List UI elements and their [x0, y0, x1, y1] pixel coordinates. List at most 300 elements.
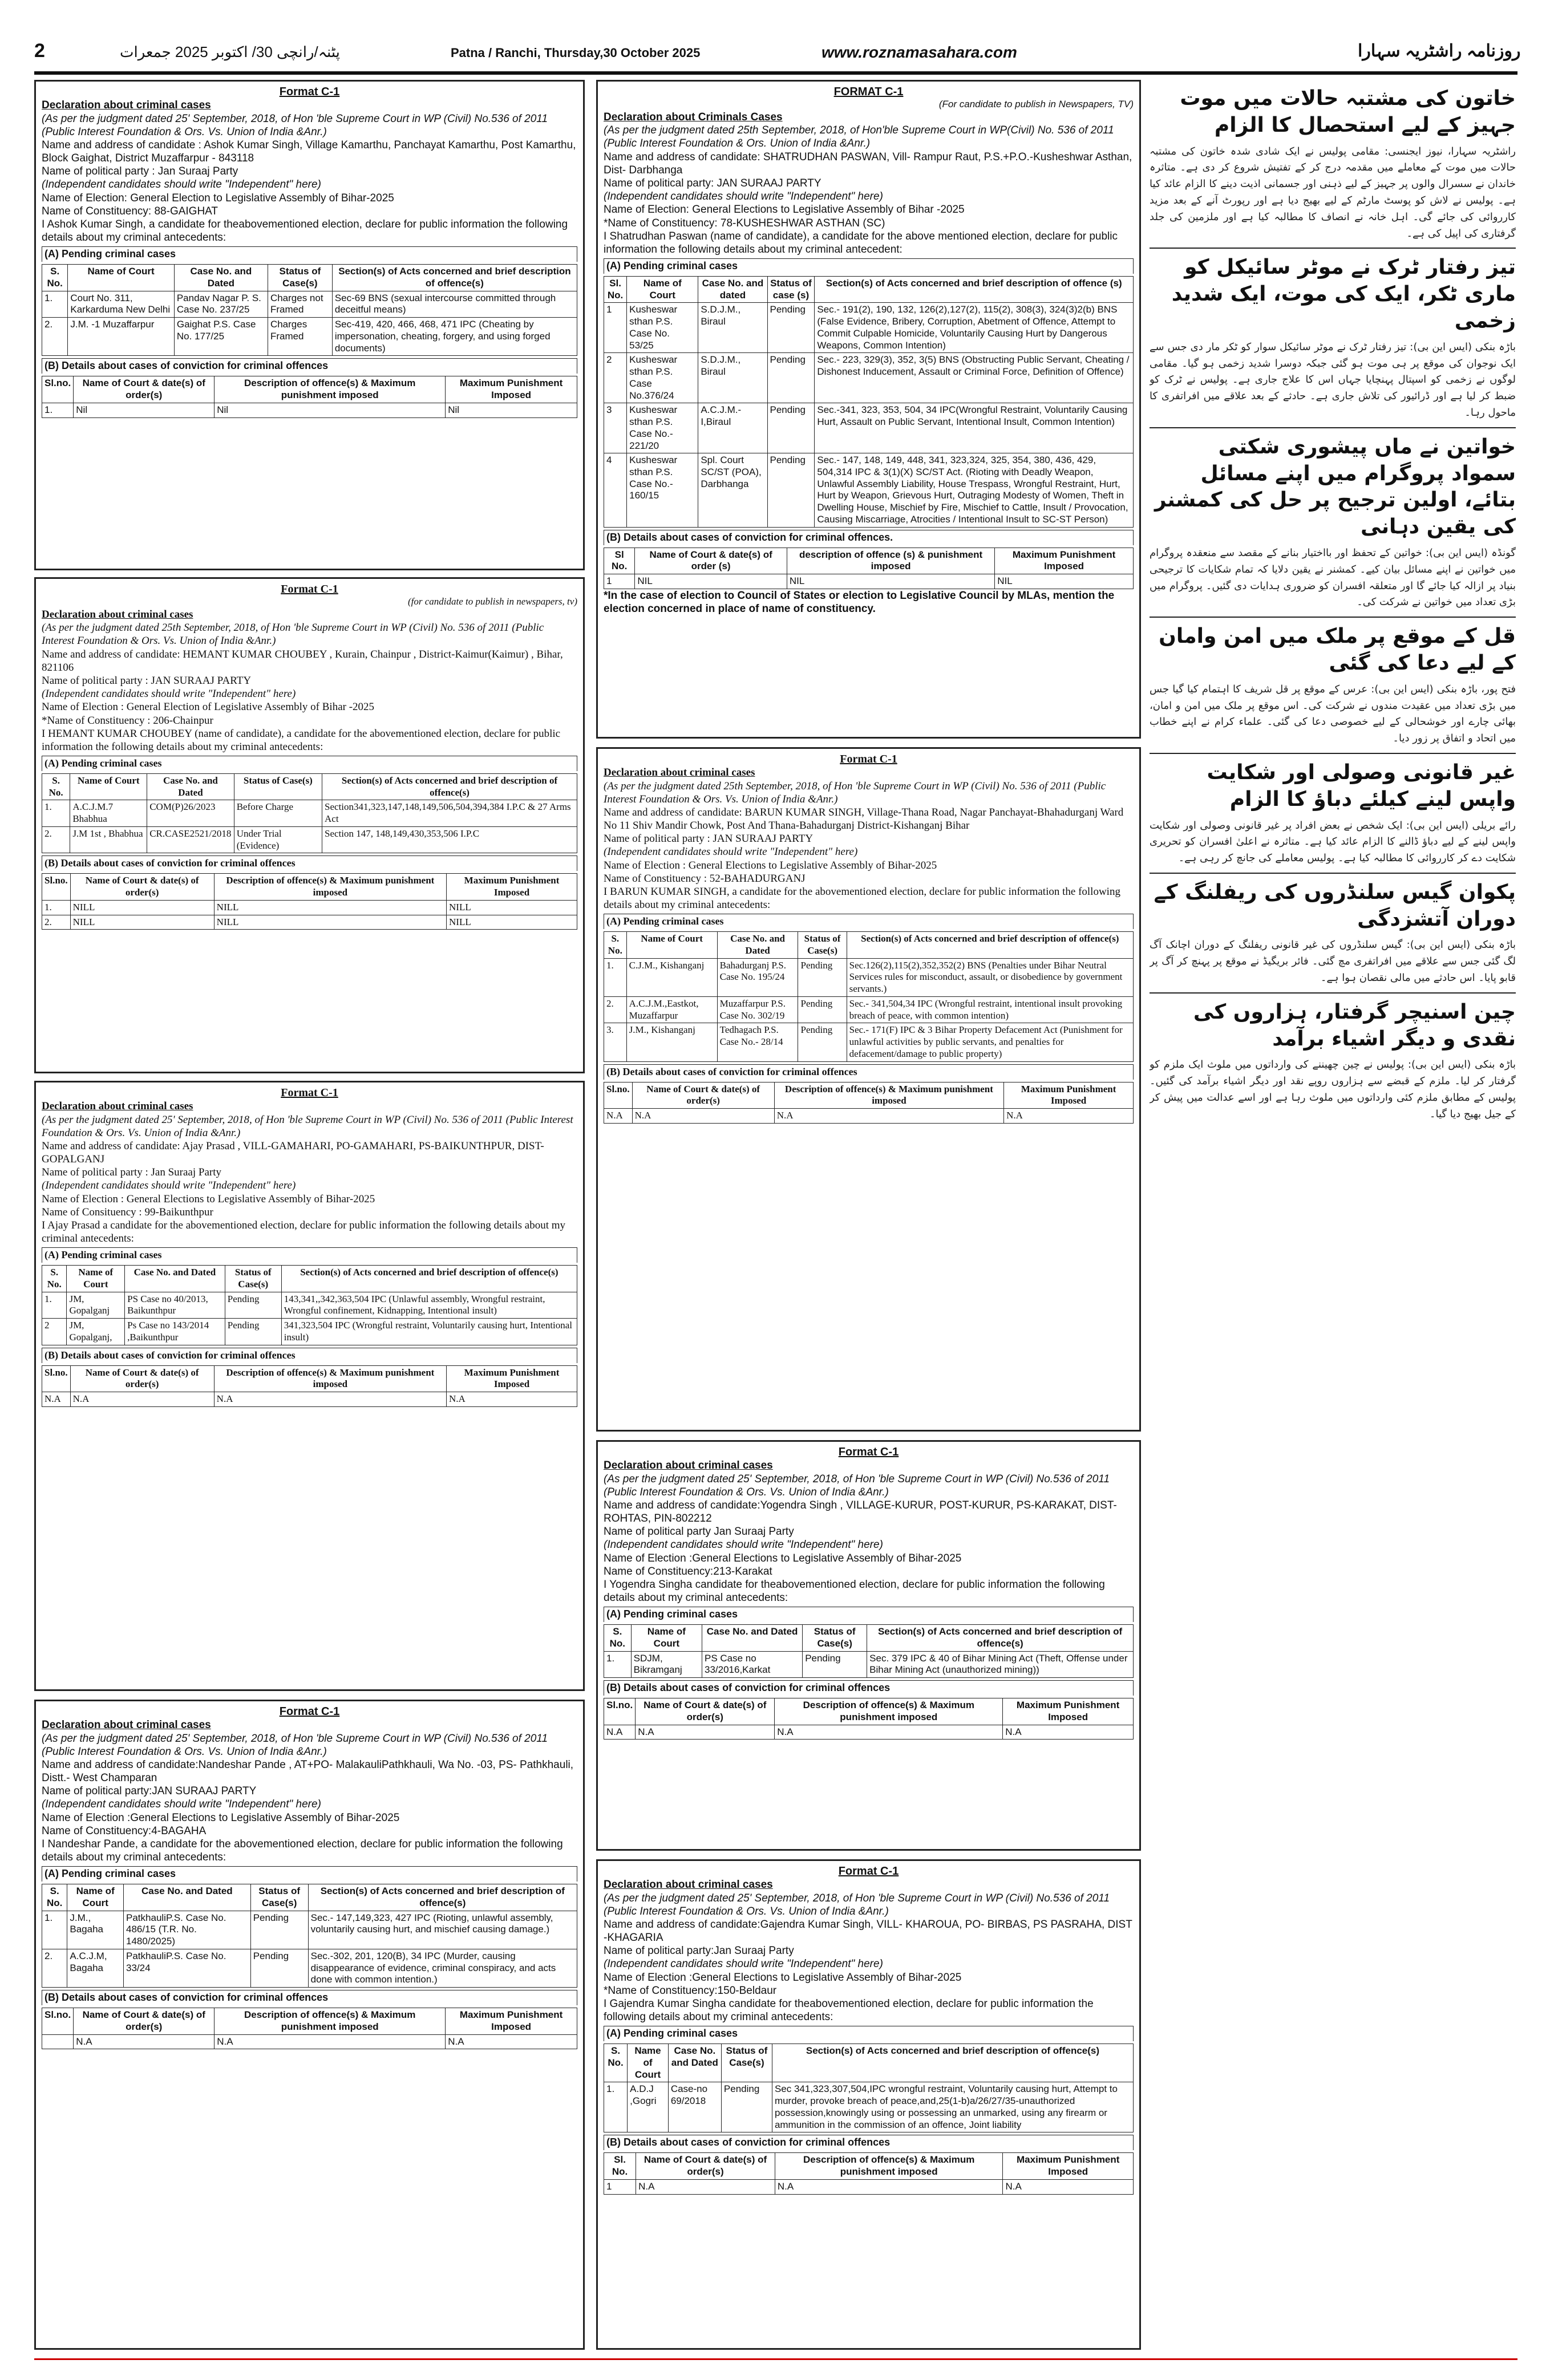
table-cell: N.A — [1003, 1725, 1134, 1740]
column-header: Sl.no. — [42, 874, 71, 900]
notice-ashok-kumar-singh — [34, 80, 585, 570]
table-cell: 1. — [42, 1911, 67, 1949]
table-cell: N.A — [774, 1109, 1003, 1124]
urdu-headline: خاتون کی مشتبہ حالات میں موت جہیز کے لیے استحصال کا الزام — [1180, 87, 1516, 137]
table-cell: Pending — [798, 1023, 847, 1061]
election-name: Name of Election : General Elections to Legislative Assembly of Bihar-2025 — [604, 859, 937, 871]
table-cell: N.A — [74, 2034, 215, 2049]
table-row — [604, 958, 1134, 996]
table-row — [604, 1023, 1134, 1061]
table-cell: Pending — [225, 1292, 281, 1318]
table-cell: NIL — [995, 574, 1134, 589]
table-cell: Spl. Court SC/ST (POA), Darbhanga — [698, 453, 767, 527]
independent-note: (Independent candidates should write "Independent" here) — [604, 1539, 883, 1551]
judgment-reference: (As per the judgment dated 25th September, 2018, of Hon'ble Supreme Court in WP(Civil) No. 536 of 2011 (Public Interest Foundation & Ors. Union of India &Anr.) — [604, 124, 1114, 150]
conviction-cases-title: (B) Details about cases of conviction for criminal offences — [42, 1348, 577, 1363]
column-header: Case No. and Dated — [147, 773, 234, 800]
table-cell: 3. — [604, 1023, 627, 1061]
table-cell: N.A — [447, 1392, 577, 1407]
table-cell: NIL — [635, 574, 787, 589]
table-cell: N.A — [636, 1725, 775, 1740]
table-header-row — [604, 276, 1134, 302]
constituency-name: *Name of Constituency : 206-Chainpur — [42, 714, 213, 727]
political-party: Name of political party : Jan Suraaj Party — [42, 165, 238, 178]
table-cell: N.A — [42, 1392, 71, 1407]
urdu-headline: قل کے موقع پر ملک میں امن وامان کے لیے دعا کی گئی — [1159, 625, 1516, 675]
table-cell: Sec. 379 IPC & 40 of Bihar Mining Act (Theft, Offense under Bihar Mining Act (unauthorized mining)) — [867, 1651, 1134, 1677]
urdu-article — [1150, 879, 1516, 987]
independent-note: (Independent candidates should write "Independent" here) — [42, 1179, 296, 1192]
table-row — [42, 403, 577, 417]
table-row — [604, 1725, 1134, 1740]
column-header: Sl. No. — [604, 2153, 636, 2179]
table-cell: NILL — [214, 900, 446, 915]
page-number: 2 — [34, 40, 45, 62]
table-cell: 4 — [604, 453, 627, 527]
column-header: Name of Court — [628, 2044, 669, 2082]
column-header: S. No. — [42, 1884, 67, 1911]
table-header-row — [604, 1698, 1134, 1725]
table-cell: NILL — [70, 900, 214, 915]
table-cell: PS Case no 40/2013, Baikunthpur — [125, 1292, 225, 1318]
notice-ajay-prasad — [34, 1081, 585, 1691]
table-cell: NILL — [214, 915, 446, 930]
article-divider — [1150, 427, 1516, 428]
criminal-cases-table — [42, 1365, 577, 1407]
table-cell: Before Charge — [234, 800, 322, 826]
column-header: Status of case (s) — [767, 276, 815, 302]
urdu-headline: خواتین نے ماں پیشوری شکتی سمواد پروگرام میں اپنے مسائل بتائے، اولین ترجیح پر حل کی کمشنر کی یقین دہانی — [1154, 435, 1516, 539]
table-cell: Court No. 311, Karkarduma New Delhi — [68, 291, 174, 317]
table-cell: 2. — [42, 826, 70, 853]
column-header: Section(s) of Acts concerned and brief description of offence(s) — [772, 2044, 1133, 2082]
criminal-cases-table — [42, 264, 577, 356]
table-cell: PS Case no 33/2016,Karkat — [702, 1651, 803, 1677]
table-cell: Sec.- 171(F) IPC & 3 Bihar Property Defacement Act (Punishment for unlawful activities by public servants, and penalties for defacement/damage to public property) — [847, 1023, 1133, 1061]
table-cell: Charges not Framed — [268, 291, 332, 317]
table-row — [604, 453, 1134, 527]
political-party: Name of political party : JAN SURAAJ PARTY — [604, 833, 814, 845]
format-subtitle: (for candidate to publish in newspapers, tv) — [407, 596, 577, 607]
declaration-heading: Declaration about criminal cases — [604, 1879, 773, 1891]
conviction-cases-title: (B) Details about cases of conviction for criminal offences. — [604, 530, 1134, 545]
table-cell: 2. — [42, 1949, 67, 1987]
table-cell: Kusheswar sthan P.S. Case No.- 160/15 — [627, 453, 698, 527]
table-header-row — [42, 1266, 577, 1292]
column-header: Sl.no. — [604, 1698, 636, 1725]
footnote: *In the case of election to Council of States or election to Legislative Council by MLAs, mention the election concerned in place of name of constituency. — [604, 589, 1115, 615]
criminal-cases-table — [604, 2152, 1134, 2194]
independent-note: (Independent candidates should write "Independent" here) — [42, 179, 321, 191]
table-cell: Pending — [803, 1651, 867, 1677]
table-cell: A.C.J.M.7 Bhabhua — [70, 800, 147, 826]
table-cell: Charges Framed — [268, 318, 332, 356]
pending-cases-title: (A) Pending criminal cases — [604, 1607, 1134, 1622]
conviction-cases-title: (B) Details about cases of conviction for criminal offences — [42, 1990, 577, 2005]
column-header: Sl. No. — [604, 276, 627, 302]
table-cell: Pending — [767, 353, 815, 403]
column-header: S. No. — [42, 773, 70, 800]
table-cell: J.M. -1 Muzaffarpur — [68, 318, 174, 356]
table-cell: Nil — [74, 403, 215, 417]
table-cell: 1. — [604, 2082, 628, 2132]
table-cell: Sec.- 147, 148, 149, 448, 341, 323,324, 325, 354, 380, 436, 429, 504,314 IPC & 3(1)(X) SC/ST Act. (Rioting with Deadly Weapon, Unlawful Assembly Liability, House Trespass, Wrongful Restraint, Hurt, Hurt by Weapon, Grievous Hurt, Outraging Modesty of Women, Theft in Dwelling House, Mischief by Fire, Mischief to Cattle, Insult / Provocation, Causing Miscarriage, Atrocities / Intentional Insult to SC-ST Person) — [815, 453, 1134, 527]
candidate-name-address: Name and address of candidate: SHATRUDHAN PASWAN, Vill- Rampur Raut, P.S.+P.O.-Kusheshwar Asthan, Dist- Darbhanga — [604, 151, 1132, 176]
urdu-body: فتح پور، باڑہ بنکی (ایس این بی): عرس کے موقع پر قل شریف کا اہتمام کیا گیا جس میں بڑی تعداد میں عقیدت مندوں نے شرکت کی۔ اس موقع پر ملک میں امن و امان، بھائی چارے اور خوشحالی کے لیے خصوصی دعا کی گئی۔ علماء کرام نے اپنے خطاب میں اتحاد و اتفاق پر زور دیا۔ — [1150, 683, 1516, 745]
candidate-name-address: Name and address of candidate: HEMANT KUMAR CHOUBEY , Kurain, Chainpur , District-Kaimur(Kaimur) , Bihar, 821106 — [42, 648, 563, 674]
table-row — [42, 826, 577, 853]
column-header: Description of offence(s) & Maximum punishment imposed — [215, 2008, 446, 2034]
constituency-name: Name of Constituency:213-Karakat — [604, 1565, 772, 1578]
table-cell: N.A — [1003, 2179, 1134, 2194]
judgment-reference: (As per the judgment dated 25' September, 2018, of Hon 'ble Supreme Court in WP (Civil) No. 536 of 2011 (Public Interest Foundation & Ors. Vs. Union of India &Anr.) — [42, 1113, 573, 1139]
table-cell: 1. — [604, 958, 627, 996]
article-divider — [1150, 873, 1516, 874]
table-row — [604, 996, 1134, 1023]
table-cell: Gaighat P.S. Case No. 177/25 — [174, 318, 268, 356]
judgment-reference: (As per the judgment dated 25th September, 2018, of Hon 'ble Supreme Court in WP (Civil) No. 536 of 2011 (Public Interest Foundation & Ors. Vs. Union of India &Anr.) — [604, 780, 1106, 805]
declaration-heading: Declaration about criminal cases — [42, 1100, 193, 1113]
table-cell: 1. — [42, 900, 71, 915]
conviction-cases-title: (B) Details about cases of conviction for criminal offences — [604, 1680, 1134, 1696]
table-header-row — [604, 1625, 1134, 1651]
column-header: Name of Court — [631, 1625, 702, 1651]
judgment-reference: (As per the judgment dated 25' September, 2018, of Hon 'ble Supreme Court in WP (Civil) No.536 of 2011 (Public Interest Foundation & Ors. Vs. Union of India &Anr.) — [42, 112, 548, 138]
table-cell: N.A — [604, 1725, 636, 1740]
urdu-headline: پکوان گیس سلنڈروں کی ریفلنگ کے دوران آتشزدگی — [1154, 880, 1516, 931]
table-cell: 143,341,,342,363,504 IPC (Unlawful assembly, Wrongful restraint, Wrongful confinement, Kidnapping, Intentional insult) — [281, 1292, 577, 1318]
column-header: Maximum Punishment Imposed — [447, 1365, 577, 1392]
candidate-name-address: Name and address of candidate: Ajay Prasad , VILL-GAMAHARI, PO-GAMAHARI, PS-BAIKUNTHPUR, DIST-GOPALGANJ — [42, 1140, 544, 1166]
column-header: Name of Court — [67, 1884, 124, 1911]
table-cell: Kusheswar sthan P.S. Case No.- 221/20 — [627, 403, 698, 453]
column-header: Maximum Punishment Imposed — [1003, 2153, 1134, 2179]
table-cell: Sec.- 147,149,323, 427 IPC (Rioting, unlawful assembly, voluntarily causing hurt, and mischief causing damage.) — [308, 1911, 577, 1949]
table-cell: 3 — [604, 403, 627, 453]
pending-cases-title: (A) Pending criminal cases — [604, 258, 1134, 274]
urdu-article — [1150, 254, 1516, 421]
column-header: Status of Case(s) — [268, 265, 332, 291]
criminal-cases-table — [42, 773, 577, 853]
format-title: Format C-1 — [281, 583, 338, 595]
column-header: Sl No. — [604, 548, 635, 574]
criminal-cases-table — [604, 1082, 1134, 1124]
table-cell: 1 — [604, 303, 627, 353]
table-cell: N.A — [604, 1109, 633, 1124]
table-cell: Pending — [250, 1911, 308, 1949]
table-row — [42, 318, 577, 356]
table-cell: SDJM, Bikramganj — [631, 1651, 702, 1677]
column-header: Name of Court & date(s) of order(s) — [636, 2153, 775, 2179]
table-cell: Tedhagach P.S. Case No.- 28/14 — [717, 1023, 798, 1061]
table-cell: 1 — [604, 2179, 636, 2194]
candidate-name-address: Name and address of candidate:Yogendra Singh , VILLAGE-KURUR, POST-KURUR, PS-KARAKAT, DIST-ROHTAS, PIN-802212 — [604, 1499, 1117, 1525]
column-header: Case No. and Dated — [125, 1266, 225, 1292]
political-party: Name of political party:JAN SURAAJ PARTY — [42, 1785, 257, 1798]
urdu-headline: تیز رفتار ٹرک نے موٹر سائیکل کو ماری ٹکر، ایک کی موت، ایک شدید زخمی — [1171, 256, 1516, 333]
conviction-cases-title: (B) Details about cases of conviction for criminal offences — [604, 2135, 1134, 2150]
table-cell: 2. — [604, 996, 627, 1023]
table-cell — [42, 2034, 74, 2049]
election-name: Name of Election :General Elections to Legislative Assembly of Bihar-2025 — [604, 1552, 962, 1564]
column-header: S. No. — [604, 2044, 628, 2082]
table-row — [604, 403, 1134, 453]
candidate-name-address: Name and address of candidate:Gajendra Kumar Singh, VILL- KHAROUA, PO- BIRBAS, PS PASRAHA, DIST -KHAGARIA — [604, 1918, 1132, 1944]
column-header: Name of Court — [70, 773, 147, 800]
criminal-cases-table — [604, 276, 1134, 528]
table-cell: Pending — [225, 1319, 281, 1345]
format-subtitle: (For candidate to publish in Newspapers, TV) — [938, 99, 1134, 110]
table-cell: Pending — [767, 403, 815, 453]
table-cell: Sec-419, 420, 466, 468, 471 IPC (Cheating by impersonation, cheating, forgery, and using forged documents) — [332, 318, 577, 356]
table-cell: Sec.- 191(2), 190, 132, 126(2),127(2), 115(2), 308(3), 324(3)2(b) BNS (False Evidence, Bribery, Corruption, Abetment of Offence, Attempt to Commit Culpable Homicide, Voluntarily Causing Hurt by Dangerous Weapons, Common Intention) — [815, 303, 1134, 353]
table-row — [604, 2179, 1134, 2194]
table-cell: NILL — [447, 900, 577, 915]
pending-cases-title: (A) Pending criminal cases — [42, 1247, 577, 1263]
table-header-row — [42, 376, 577, 403]
constituency-name: Name of Constituency : 52-BAHADURGANJ — [604, 872, 806, 885]
urdu-headline: چین اسنیچر گرفتار، ہزاروں کی نقدی و دیگر اشیاء برآمد — [1193, 1000, 1516, 1051]
table-cell: Section 147, 148,149,430,353,506 I.P.C — [322, 826, 577, 853]
format-title: Format C-1 — [838, 1446, 899, 1458]
table-cell: J.M 1st , Bhabhua — [70, 826, 147, 853]
criminal-cases-table — [42, 1265, 577, 1345]
table-cell: Sec 341,323,307,504,IPC wrongful restraint, Voluntarily causing hurt, Attempt to murder, provoke breach of peace,and,25(1-b)a/26/27/35-unauthorized possession,knowingly using or possessing an unmarked, using any firearm or ammunition in the commission of an offence, Joint liability — [772, 2082, 1133, 2132]
candidate-name-address: Name and address of candidate:Nandeshar Pande , AT+PO- MalakauliPathkhauli, Wa No. -03, PS- Pathkhauli, Distt.- West Champaran — [42, 1758, 574, 1785]
column-header: Maximum Punishment Imposed — [995, 548, 1134, 574]
criminal-cases-table — [604, 2044, 1134, 2132]
urdu-body: باڑہ بنکی (ایس این بی): تیز رفتار ٹرک نے موٹر سائیکل سوار کو ٹکر مار دی جس سے ایک نوجوان کی موقع پر ہی موت ہو گئی جبکہ دوسرا شدید زخمی ہو گیا۔ مقامی لوگوں نے زخمی کو اسپتال پہنچایا جہاں اس کا علاج جاری ہے۔ پولیس نے ٹرک کو ضبط کر لیا ہے اور ڈرائیور کی تلاش جاری ہے۔ حادثے کے بعد علاقے میں افراتفری کا ماحول رہا۔ — [1150, 340, 1516, 419]
table-row — [42, 900, 577, 915]
column-header: Sl.no. — [42, 376, 74, 403]
table-cell: 1. — [42, 403, 74, 417]
table-header-row — [42, 1365, 577, 1392]
table-cell: Sec.126(2),115(2),352,352(2) BNS (Penalties under Bihar Neutral Services rules for misconduct, assault, or disobedience by government servants.) — [847, 958, 1133, 996]
table-cell: N.A — [775, 1725, 1003, 1740]
notice-gajendra-kumar-singh — [596, 1859, 1141, 2350]
english-dateline: Patna / Ranchi, Thursday,30 October 2025 — [451, 46, 701, 60]
table-cell: N.A — [215, 2034, 446, 2049]
pending-cases-title: (A) Pending criminal cases — [42, 246, 577, 262]
table-cell: A.C.J.M.,Eastkot, Muzaffarpur — [626, 996, 717, 1023]
column-header: Case No. and dated — [698, 276, 767, 302]
column-header: description of offence (s) & punishment imposed — [787, 548, 994, 574]
column-header: S. No. — [604, 1625, 632, 1651]
table-cell: C.J.M., Kishanganj — [626, 958, 717, 996]
column-header: Section(s) of Acts concerned and brief description of offence(s) — [847, 932, 1133, 958]
table-header-row — [604, 1082, 1134, 1108]
table-row — [42, 1911, 577, 1949]
column-header: Maximum Punishment Imposed — [1003, 1698, 1134, 1725]
column-header: Description of offence(s) & Maximum punishment imposed — [774, 1082, 1003, 1108]
election-name: Name of Election : General Elections to Legislative Assembly of Bihar-2025 — [42, 1193, 375, 1205]
conviction-cases-title: (B) Details about cases of conviction for criminal offences — [42, 855, 577, 871]
urdu-body: گونڈہ (ایس این بی): خواتین کے تحفظ اور بااختیار بنانے کے مقصد سے منعقدہ پروگرام میں خواتین نے اپنے مسائل بیان کیے۔ کمشنر نے یقین دلایا کہ تمام شکایات کا ترجیحی بنیاد پر ازالہ کیا جائے گا اور متعلقہ افسران کو ضروری ہدایات دی گئیں۔ پروگرام میں بڑی تعداد میں خواتین نے شرکت کی۔ — [1150, 546, 1516, 609]
header-rule — [34, 71, 1517, 75]
column-header: Description of offence(s) & Maximum punishment imposed — [214, 874, 446, 900]
table-cell: A.C.J.M.- I,Biraul — [698, 403, 767, 453]
column-header: Description of offence(s) & Maximum punishment imposed — [214, 1365, 446, 1392]
table-cell: CR.CASE2521/2018 — [147, 826, 234, 853]
candidate-declaration: I Gajendra Kumar Singha candidate for theabovementioned election, declare for public information the following details about my criminal antecedents: — [604, 1997, 1094, 2024]
criminal-cases-table — [42, 873, 577, 930]
column-header: Case No. and Dated — [717, 932, 798, 958]
candidate-declaration: I Yogendra Singha candidate for theabovementioned election, declare for public information the following details about my criminal antecedents: — [604, 1578, 1105, 1604]
column-header: Name of Court & date(s) of order(s) — [74, 376, 215, 403]
column-header: Case No. and Dated — [702, 1625, 803, 1651]
candidate-name-address: Name and address of candidate : Ashok Kumar Singh, Village Kamarthu, Panchayat Kamarthu, Post Kamarthu, Block Gaighat, District Muzaffarpur - 843118 — [42, 139, 576, 165]
column-header: Case No. and Dated — [124, 1884, 251, 1911]
article-divider — [1150, 248, 1516, 249]
candidate-declaration: I BARUN KUMAR SINGH, a candidate for the abovementioned election, declare for public information the following details about my criminal antecedents: — [604, 885, 1120, 911]
column-header: Status of Case(s) — [225, 1266, 281, 1292]
column-header: Sl.no. — [42, 2008, 74, 2034]
table-row — [604, 1651, 1134, 1677]
format-title: Format C-1 — [279, 86, 340, 98]
election-name: Name of Election : General Election of Legislative Assembly of Bihar -2025 — [42, 701, 375, 713]
declaration-heading: Declaration about criminal cases — [42, 1719, 211, 1732]
declaration-heading: Declaration about criminal cases — [604, 1459, 773, 1472]
table-cell: Pending — [721, 2082, 772, 2132]
table-cell: Pending — [798, 958, 847, 996]
table-cell: 2. — [42, 915, 71, 930]
column-header: Description of offence(s) & Maximum punishment imposed — [215, 376, 446, 403]
column-header: Name of Court — [627, 276, 698, 302]
independent-note: (Independent candidates should write "Independent" here) — [42, 1798, 321, 1811]
table-cell: J.M., Bagaha — [67, 1911, 124, 1949]
urdu-article — [1150, 760, 1516, 867]
column-header: Sl.no. — [42, 1365, 71, 1392]
table-cell: 2 — [604, 353, 627, 403]
table-cell: 1 — [604, 574, 635, 589]
conviction-cases-title: (B) Details about cases of conviction for criminal offences — [604, 1064, 1134, 1080]
table-cell: Ps Case no 143/2014 ,Baikunthpur — [125, 1319, 225, 1345]
table-cell: N.A — [446, 2034, 577, 2049]
judgment-reference: (As per the judgment dated 25' September, 2018, of Hon 'ble Supreme Court in WP (Civil) No.536 of 2011 (Public Interest Foundation & Ors. Vs. Union of India &Anr.) — [604, 1892, 1110, 1917]
candidate-declaration: I Nandeshar Pande, a candidate for the abovementioned election, declare for public information the following details about my criminal antecedents: — [42, 1838, 563, 1864]
table-header-row — [604, 2153, 1134, 2179]
table-header-row — [604, 548, 1134, 574]
urdu-body: باڑہ بنکی (ایس این بی): پولیس نے چین چھیننے کی وارداتوں میں ملوث ایک ملزم کو گرفتار کر لیا۔ ملزم کے قبضے سے ہزاروں روپے نقد اور دیگر اشیاء برآمد کی گئیں۔ پولیس کے مطابق ملزم کئی وارداتوں میں ملوث رہا ہے اور اسے عدالت میں پیش کر کے جیل بھیج دیا گیا۔ — [1150, 1059, 1516, 1120]
table-cell: Pending — [250, 1949, 308, 1987]
table-cell: Muzaffarpur P.S. Case No. 302/19 — [717, 996, 798, 1023]
column-header: Name of Court — [67, 1266, 125, 1292]
table-header-row — [42, 2008, 577, 2034]
urdu-body: رائے بریلی (ایس این بی): ایک شخص نے بعض افراد پر غیر قانونی وصولی اور شکایت واپس لینے کے لیے دباؤ ڈالنے کا الزام عائد کیا ہے۔ متاثرہ نے اعلیٰ افسران کو تحریری شکایت دے کر کارروائی کا مطالبہ کیا ہے۔ پولیس معاملے کی جانچ کر رہی ہے۔ — [1150, 819, 1516, 865]
election-name: Name of Election :General Elections to Legislative Assembly of Bihar-2025 — [604, 1971, 962, 1984]
table-cell: Pending — [798, 996, 847, 1023]
judgment-reference: (As per the judgment dated 25' September, 2018, of Hon 'ble Supreme Court in WP (Civil) No.536 of 2011 (Public Interest Foundation & Ors. Vs. Union of India &Anr.) — [42, 1732, 548, 1758]
table-row — [42, 1319, 577, 1345]
column-header: Name of Court & date(s) of order(s) — [70, 1365, 214, 1392]
table-row — [604, 2082, 1134, 2132]
column-header: Maximum Punishment Imposed — [1004, 1082, 1134, 1108]
column-header: Section(s) of Acts concerned and brief description of offence(s) — [867, 1625, 1134, 1651]
independent-note: (Independent candidates should write "Independent" here) — [604, 846, 858, 858]
column-header: Name of Court — [68, 265, 174, 291]
table-row — [604, 574, 1134, 589]
column-header: Status of Case(s) — [234, 773, 322, 800]
urdu-article — [1150, 623, 1516, 747]
table-cell: Sec.- 223, 329(3), 352, 3(5) BNS (Obstructing Public Servant, Cheating / Dishonest Inducement, Assault or Criminal Force, Definition of Offence) — [815, 353, 1134, 403]
political-party: Name of political party : JAN SURAAJ PARTY — [42, 674, 252, 687]
table-row — [604, 353, 1134, 403]
table-row — [42, 915, 577, 930]
column-header: Sl.no. — [604, 1082, 633, 1108]
column-header: Description of offence(s) & Maximum punishment imposed — [775, 1698, 1003, 1725]
page-header — [34, 40, 1130, 68]
table-cell: NILL — [447, 915, 577, 930]
constituency-name: Name of Constituency:4-BAGAHA — [42, 1824, 207, 1837]
table-cell: N.A — [632, 1109, 774, 1124]
column-header: Description of offence(s) & Maximum punishment imposed — [775, 2153, 1003, 2179]
constituency-name: *Name of Constituency: 78-KUSHESHWAR ASTHAN (SC) — [604, 217, 885, 229]
notice-yogendra-singh — [596, 1440, 1141, 1851]
format-title: Format C-1 — [281, 1086, 338, 1099]
table-cell: 341,323,504 IPC (Wrongful restraint, Voluntarily causing hurt, Intentional insult) — [281, 1319, 577, 1345]
column-header: Name of Court & date(s) of order(s) — [70, 874, 214, 900]
constituency-name: Name of Consituency : 99-Baikunthpur — [42, 1206, 213, 1218]
table-header-row — [42, 1884, 577, 1911]
pending-cases-title: (A) Pending criminal cases — [42, 1866, 577, 1882]
website: www.roznamasahara.com — [821, 43, 1017, 61]
candidate-name-address: Name and address of candidate: BARUN KUMAR SINGH, Village-Thana Road, Nagar Panchayat-Bhahadurganj Ward No 11 Shiv Mandir Chowk, Post And Thana-Bahadurganj District-Kishanganj Bihar — [604, 806, 1124, 832]
candidate-declaration: I Ajay Prasad a candidate for the abovementioned election, declare for public information the following details about my criminal antecedents: — [42, 1219, 566, 1245]
format-title: Format C-1 — [838, 1865, 899, 1878]
constituency-name: Name of Constituency: 88-GAIGHAT — [42, 205, 218, 217]
table-cell: N.A — [1004, 1109, 1134, 1124]
column-header: S. No. — [604, 932, 627, 958]
pending-cases-title: (A) Pending criminal cases — [42, 756, 577, 771]
table-cell: PatkhauliP.S. Case No. 33/24 — [124, 1949, 251, 1987]
table-cell: Pending — [767, 453, 815, 527]
table-cell: NIL — [787, 574, 994, 589]
constituency-name: *Name of Constituency:150-Beldaur — [604, 1984, 777, 1997]
judgment-reference: (As per the judgment dated 25th September, 2018, of Hon 'ble Supreme Court in WP (Civil) No. 536 of 2011 (Public Interest Foundation & Ors. Vs. Union of India &Anr.) — [42, 622, 544, 647]
urdu-body: باڑہ بنکی (ایس این بی): گیس سلنڈروں کی غیر قانونی ریفلنگ کے دوران اچانک آگ لگ گئی جس سے علاقے میں افراتفری مچ گئی۔ فائر بریگیڈ نے موقع پر پہنچ کر آگ پر قابو پایا۔ اس حادثے میں مالی نقصان ہوا ہے۔ — [1150, 939, 1516, 984]
table-cell: Section341,323,147,148,149,506,504,394,384 I.P.C & 27 Arms Act — [322, 800, 577, 826]
table-header-row — [42, 773, 577, 800]
table-cell: N.A — [775, 2179, 1003, 2194]
table-cell: 1. — [604, 1651, 632, 1677]
table-cell: J.M., Kishanganj — [626, 1023, 717, 1061]
urdu-article — [1150, 434, 1516, 611]
table-cell: N.A — [636, 2179, 775, 2194]
table-cell: NILL — [70, 915, 214, 930]
table-cell: Under Trial (Evidence) — [234, 826, 322, 853]
bottom-rule — [34, 2358, 1517, 2360]
article-divider — [1150, 753, 1516, 754]
column-header: Maximum Punishment Imposed — [447, 874, 577, 900]
table-row — [42, 291, 577, 317]
table-cell: S.D.J.M., Biraul — [698, 303, 767, 353]
political-party: Name of political party:Jan Suraaj Party — [604, 1945, 794, 1957]
masthead: روزنامہ راشٹریہ سہارا — [1358, 42, 1521, 60]
column-header: Section(s) of Acts concerned and brief description of offence(s) — [332, 265, 577, 291]
table-cell: 1. — [42, 1292, 67, 1318]
column-header: Status of Case(s) — [803, 1625, 867, 1651]
column-header: Name of Court & date(s) of order(s) — [632, 1082, 774, 1108]
criminal-cases-table — [42, 376, 577, 417]
pending-cases-title: (A) Pending criminal cases — [604, 2026, 1134, 2041]
declaration-heading: Declaration about criminal cases — [604, 767, 755, 779]
table-header-row — [604, 932, 1134, 958]
column-header: Section(s) of Acts concerned and brief description of offence(s) — [322, 773, 577, 800]
table-cell: Bahadurganj P.S. Case No. 195/24 — [717, 958, 798, 996]
column-header: Case No. and Dated — [174, 265, 268, 291]
criminal-cases-table — [42, 1884, 577, 1988]
urdu-body: راشٹریہ سہارا، نیوز ایجنسی: مقامی پولیس نے ایک شادی شدہ خاتون کی مشتبہ حالات میں موت کے معاملے میں مقدمہ درج کر کے تفتیش شروع کر دی ہے۔ متاثرہ خاندان نے سسرال والوں پر جہیز کے لیے ذہنی اور جسمانی اذیت دینے کا الزام عائد کیا ہے۔ پولیس نے لاش کو پوسٹ مارٹم کے لیے بھیج دیا ہے اور رپورٹ آنے کے بعد مزید کارروائی کی جائے گی۔ اہل خانہ نے انصاف کا مطالبہ کیا ہے اور ملزمین کی جلد گرفتاری کی اپیل کی ہے۔ — [1150, 145, 1516, 240]
